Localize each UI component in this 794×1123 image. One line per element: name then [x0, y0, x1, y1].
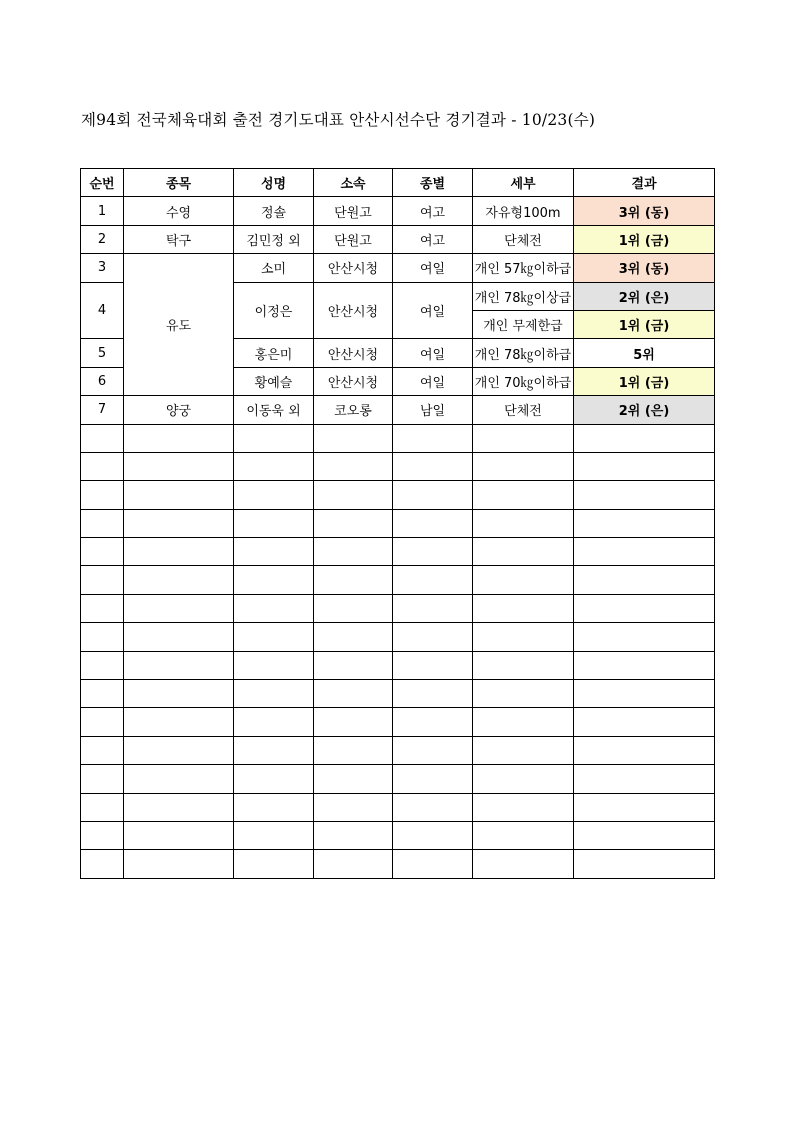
empty-cell — [393, 651, 473, 679]
empty-cell — [473, 821, 574, 849]
cell-name: 홍은미 — [234, 339, 314, 367]
empty-cell — [234, 736, 314, 764]
empty-cell — [81, 481, 124, 509]
empty-cell — [574, 623, 715, 651]
cell-detail: 개인 78㎏이상급 — [473, 282, 574, 310]
empty-cell — [124, 538, 234, 566]
empty-cell — [124, 424, 234, 452]
empty-cell — [81, 623, 124, 651]
empty-cell — [314, 538, 393, 566]
header-sport: 종목 — [124, 169, 234, 197]
empty-cell — [574, 481, 715, 509]
cell-no: 5 — [81, 339, 124, 367]
cell-name: 소미 — [234, 254, 314, 282]
header-division: 종별 — [393, 169, 473, 197]
empty-cell — [393, 708, 473, 736]
empty-cell — [314, 708, 393, 736]
cell-result: 3위 (동) — [574, 197, 715, 225]
empty-cell — [234, 424, 314, 452]
empty-cell — [124, 623, 234, 651]
empty-cell — [314, 566, 393, 594]
header-row — [81, 169, 715, 197]
empty-cell — [81, 594, 124, 622]
empty-cell — [473, 680, 574, 708]
empty-row — [81, 594, 715, 622]
empty-cell — [393, 594, 473, 622]
empty-cell — [473, 594, 574, 622]
empty-row — [81, 765, 715, 793]
empty-row — [81, 623, 715, 651]
cell-result: 3위 (동) — [574, 254, 715, 282]
cell-sport: 양궁 — [124, 396, 234, 424]
empty-cell — [81, 821, 124, 849]
empty-cell — [124, 452, 234, 480]
table-row — [81, 197, 715, 225]
empty-cell — [234, 481, 314, 509]
empty-cell — [234, 850, 314, 878]
empty-cell — [314, 850, 393, 878]
empty-cell — [314, 736, 393, 764]
cell-result: 1위 (금) — [574, 367, 715, 395]
empty-cell — [473, 708, 574, 736]
table-row — [81, 396, 715, 424]
empty-cell — [314, 793, 393, 821]
empty-cell — [81, 424, 124, 452]
empty-cell — [393, 765, 473, 793]
empty-row — [81, 793, 715, 821]
cell-division: 여일 — [393, 254, 473, 282]
empty-cell — [81, 452, 124, 480]
empty-cell — [473, 850, 574, 878]
empty-cell — [393, 452, 473, 480]
empty-cell — [574, 793, 715, 821]
empty-cell — [574, 566, 715, 594]
empty-cell — [314, 509, 393, 537]
empty-cell — [393, 566, 473, 594]
empty-row — [81, 452, 715, 480]
empty-row — [81, 424, 715, 452]
table-row — [81, 254, 715, 282]
empty-row — [81, 566, 715, 594]
header-name: 성명 — [234, 169, 314, 197]
cell-sport: 탁구 — [124, 225, 234, 253]
empty-cell — [234, 708, 314, 736]
cell-team: 안산시청 — [314, 367, 393, 395]
empty-cell — [234, 680, 314, 708]
cell-detail: 개인 57㎏이하급 — [473, 254, 574, 282]
cell-detail: 자유형100m — [473, 197, 574, 225]
cell-result: 1위 (금) — [574, 225, 715, 253]
empty-cell — [314, 680, 393, 708]
empty-row — [81, 850, 715, 878]
cell-result: 2위 (은) — [574, 396, 715, 424]
empty-cell — [124, 821, 234, 849]
cell-division: 여일 — [393, 367, 473, 395]
empty-cell — [574, 850, 715, 878]
empty-cell — [574, 765, 715, 793]
cell-name: 황예슬 — [234, 367, 314, 395]
cell-name: 김민정 외 — [234, 225, 314, 253]
empty-cell — [81, 680, 124, 708]
empty-cell — [574, 680, 715, 708]
empty-cell — [393, 850, 473, 878]
empty-cell — [314, 651, 393, 679]
cell-detail: 개인 78㎏이하급 — [473, 339, 574, 367]
empty-cell — [473, 538, 574, 566]
empty-row — [81, 538, 715, 566]
empty-cell — [81, 509, 124, 537]
cell-division: 여일 — [393, 282, 473, 339]
cell-sport: 수영 — [124, 197, 234, 225]
empty-cell — [574, 452, 715, 480]
results-table — [80, 168, 715, 879]
empty-cell — [234, 452, 314, 480]
empty-row — [81, 651, 715, 679]
cell-no: 2 — [81, 225, 124, 253]
cell-name: 이정은 — [234, 282, 314, 339]
empty-cell — [234, 793, 314, 821]
empty-cell — [393, 424, 473, 452]
cell-no: 4 — [81, 282, 124, 339]
empty-cell — [124, 481, 234, 509]
cell-result: 5위 — [574, 339, 715, 367]
empty-cell — [393, 509, 473, 537]
empty-row — [81, 821, 715, 849]
empty-cell — [81, 538, 124, 566]
empty-cell — [124, 594, 234, 622]
empty-cell — [234, 594, 314, 622]
empty-cell — [234, 566, 314, 594]
empty-cell — [574, 736, 715, 764]
empty-cell — [574, 821, 715, 849]
empty-cell — [473, 651, 574, 679]
cell-division: 여고 — [393, 197, 473, 225]
empty-cell — [234, 509, 314, 537]
empty-cell — [234, 623, 314, 651]
cell-division: 여일 — [393, 339, 473, 367]
empty-cell — [473, 793, 574, 821]
empty-cell — [473, 736, 574, 764]
cell-sport: 유도 — [124, 254, 234, 396]
empty-cell — [81, 765, 124, 793]
empty-cell — [314, 594, 393, 622]
empty-row — [81, 708, 715, 736]
empty-cell — [314, 623, 393, 651]
cell-no: 1 — [81, 197, 124, 225]
cell-detail: 단체전 — [473, 396, 574, 424]
empty-cell — [393, 680, 473, 708]
cell-no: 7 — [81, 396, 124, 424]
table-row — [81, 225, 715, 253]
empty-cell — [124, 708, 234, 736]
empty-cell — [393, 481, 473, 509]
header-result: 결과 — [574, 169, 715, 197]
empty-cell — [81, 566, 124, 594]
empty-row — [81, 736, 715, 764]
empty-cell — [574, 538, 715, 566]
empty-cell — [473, 424, 574, 452]
empty-cell — [473, 452, 574, 480]
empty-cell — [81, 793, 124, 821]
empty-cell — [574, 509, 715, 537]
empty-cell — [124, 793, 234, 821]
cell-team: 안산시청 — [314, 254, 393, 282]
empty-cell — [124, 651, 234, 679]
page-title: 제94회 전국체육대회 출전 경기도대표 안산시선수단 경기결과 - 10/23(수) — [81, 111, 596, 129]
empty-cell — [393, 793, 473, 821]
empty-cell — [124, 509, 234, 537]
empty-row — [81, 481, 715, 509]
cell-division: 여고 — [393, 225, 473, 253]
empty-cell — [124, 680, 234, 708]
empty-row — [81, 509, 715, 537]
empty-row — [81, 680, 715, 708]
cell-detail: 개인 70㎏이하급 — [473, 367, 574, 395]
empty-cell — [314, 765, 393, 793]
empty-cell — [473, 509, 574, 537]
cell-division: 남일 — [393, 396, 473, 424]
empty-cell — [393, 538, 473, 566]
empty-cell — [393, 623, 473, 651]
empty-cell — [393, 821, 473, 849]
empty-cell — [124, 850, 234, 878]
empty-cell — [473, 481, 574, 509]
empty-cell — [234, 538, 314, 566]
cell-team: 안산시청 — [314, 339, 393, 367]
empty-cell — [234, 821, 314, 849]
empty-cell — [314, 821, 393, 849]
header-team: 소속 — [314, 169, 393, 197]
cell-detail: 개인 무제한급 — [473, 310, 574, 338]
header-detail: 세부 — [473, 169, 574, 197]
cell-result: 2위 (은) — [574, 282, 715, 310]
empty-cell — [314, 452, 393, 480]
cell-team: 코오롱 — [314, 396, 393, 424]
empty-cell — [234, 651, 314, 679]
cell-team: 안산시청 — [314, 282, 393, 339]
cell-no: 6 — [81, 367, 124, 395]
empty-cell — [473, 623, 574, 651]
empty-cell — [124, 566, 234, 594]
empty-cell — [574, 708, 715, 736]
cell-team: 단원고 — [314, 225, 393, 253]
header-no: 순번 — [81, 169, 124, 197]
empty-cell — [124, 765, 234, 793]
empty-cell — [473, 765, 574, 793]
empty-cell — [393, 736, 473, 764]
empty-cell — [234, 765, 314, 793]
empty-cell — [314, 481, 393, 509]
empty-cell — [314, 424, 393, 452]
empty-cell — [81, 850, 124, 878]
empty-cell — [574, 651, 715, 679]
cell-name: 이동욱 외 — [234, 396, 314, 424]
cell-team: 단원고 — [314, 197, 393, 225]
empty-cell — [473, 566, 574, 594]
cell-detail: 단체전 — [473, 225, 574, 253]
empty-cell — [81, 651, 124, 679]
cell-result: 1위 (금) — [574, 310, 715, 338]
empty-cell — [574, 594, 715, 622]
empty-cell — [81, 736, 124, 764]
cell-name: 정솔 — [234, 197, 314, 225]
cell-no: 3 — [81, 254, 124, 282]
empty-cell — [81, 708, 124, 736]
empty-cell — [574, 424, 715, 452]
empty-cell — [124, 736, 234, 764]
